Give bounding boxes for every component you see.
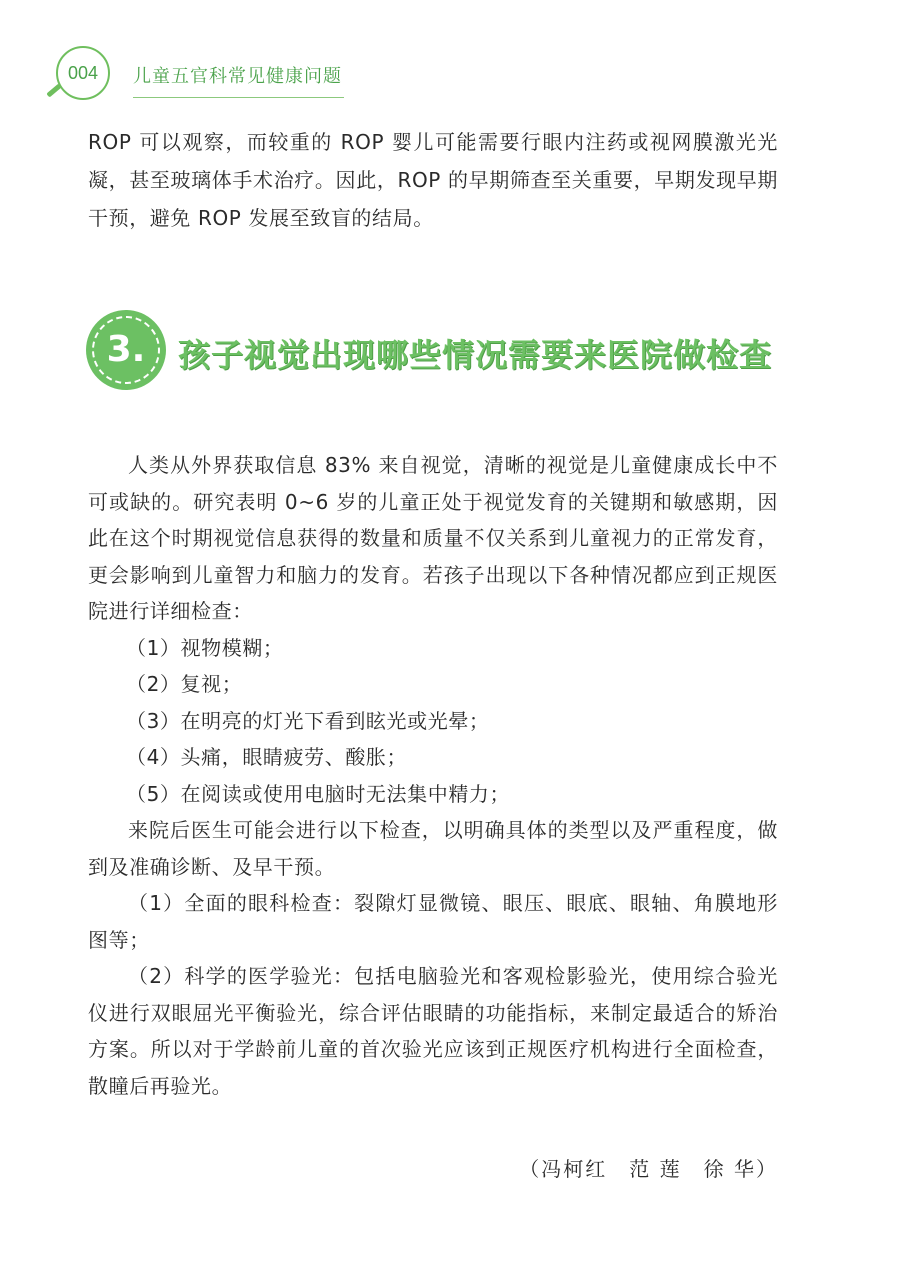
book-title: 儿童五官科常见健康问题 <box>133 66 342 87</box>
symptom-item: （2）复视； <box>126 672 243 696</box>
symptom-item: （3）在明亮的灯光下看到眩光或光晕； <box>126 708 490 733</box>
section-number: 3. <box>106 329 146 370</box>
body-paragraph: 人类从外界获取信息 83% 来自视觉，清晰的视觉是儿童健康成长中不可或缺的。研究表明 0~6 岁的儿童正处于视觉发育的关键期和敏感期，因此在这个时期视觉信息获得的数量和质量不仅关系到儿童视力的正常发育，更会影响到儿童智力和脑力的发育。若孩子出现以下各种情况都应到正规医院进行详细检查： <box>88 453 778 623</box>
body-paragraph: 来院后医生可能会进行以下检查，以明确具体的类型以及严重程度，做到及准确诊断、及早干预。 <box>88 818 778 879</box>
symptom-item: （4）头痛，眼睛疲劳、酸胀； <box>126 745 408 769</box>
page-header <box>0 0 900 110</box>
exam-item: （2）科学的医学验光：包括电脑验光和客观检影验光，使用综合验光仪进行双眼屈光平衡验光，综合评估眼睛的功能指标，来制定最适合的矫治方案。所以对于学龄前儿童的首次验光应该到正规医疗机构进行全面检查，散瞳后再验光。 <box>88 964 778 1098</box>
symptom-item: （1）视物模糊； <box>126 635 284 660</box>
exam-item: （1）全面的眼科检查：裂隙灯显微镜、眼压、眼底、眼轴、角膜地形图等； <box>88 891 778 952</box>
header-divider <box>133 97 344 98</box>
page-number: 004 <box>67 63 99 83</box>
intro-paragraph: ROP 可以观察，而较重的 ROP 婴儿可能需要行眼内注药或视网膜激光光凝，甚至玻璃体手术治疗。因此，ROP 的早期筛查至关重要，早期发现早期干预，避免 ROP 发展至致盲的结局。 <box>88 130 778 230</box>
section-body <box>88 447 778 1104</box>
symptom-item: （5）在阅读或使用电脑时无法集中精力； <box>126 781 511 806</box>
section-title: 孩子视觉出现哪些情况需要来医院做检查 <box>178 336 773 374</box>
authors-credit: （冯柯红 范 莲 徐 华） <box>519 1157 778 1181</box>
